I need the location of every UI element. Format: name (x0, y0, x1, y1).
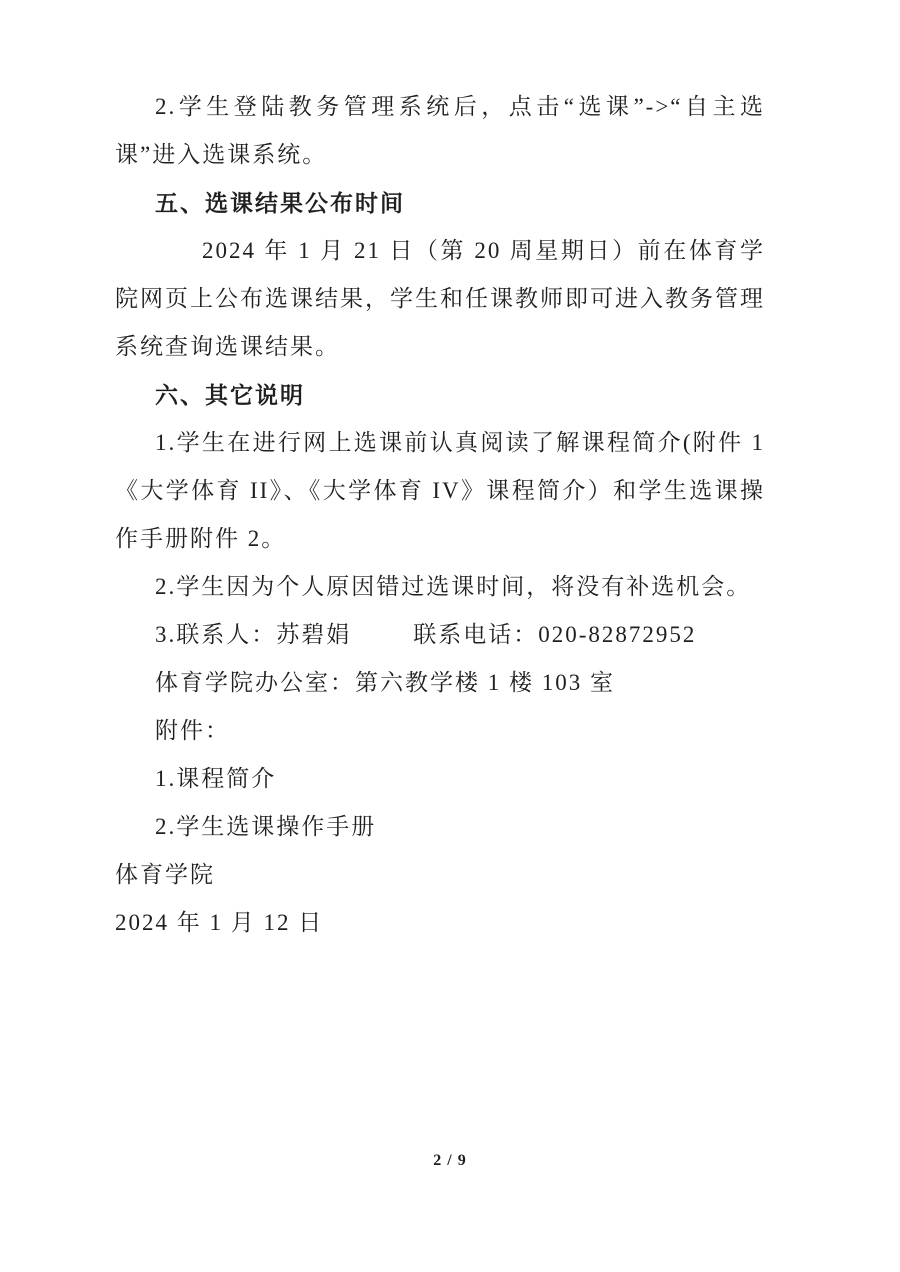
attachment-item-1: 1.课程简介 (155, 766, 277, 791)
heading-section-6: 六、其它说明 (155, 382, 305, 408)
paragraph-note-2: 2.学生因为个人原因错过选课时间，将没有补选机会。 (155, 574, 752, 599)
page-number: 2 / 9 (433, 1152, 467, 1169)
attachment-item-2: 2.学生选课操作手册 (155, 814, 377, 839)
heading-section-5: 五、选课结果公布时间 (155, 190, 405, 216)
paragraph-result-time: 2024 年 1 月 21 日（第 20 周星期日）前在体育学院网页上公布选课结果，学生和任课教师即可进入教务管理系统查询选课结果。 (115, 238, 765, 359)
document-body (115, 83, 765, 947)
signature-org: 体育学院 (115, 862, 215, 887)
paragraph-note-1: 1.学生在进行网上选课前认真阅读了解课程简介(附件 1《大学体育 II》、《大学体育 IV》课程简介）和学生选课操作手册附件 2。 (115, 430, 765, 551)
paragraph-login-step: 2.学生登陆教务管理系统后，点击“选课”->“自主选课”进入选课系统。 (115, 94, 765, 167)
paragraph-contact: 3.联系人：苏碧娟 联系电话：020-82872952 (155, 622, 697, 647)
paragraph-office: 体育学院办公室：第六教学楼 1 楼 103 室 (155, 670, 615, 695)
attachments-label: 附件： (155, 718, 230, 743)
signature-date: 2024 年 1 月 12 日 (115, 910, 324, 935)
